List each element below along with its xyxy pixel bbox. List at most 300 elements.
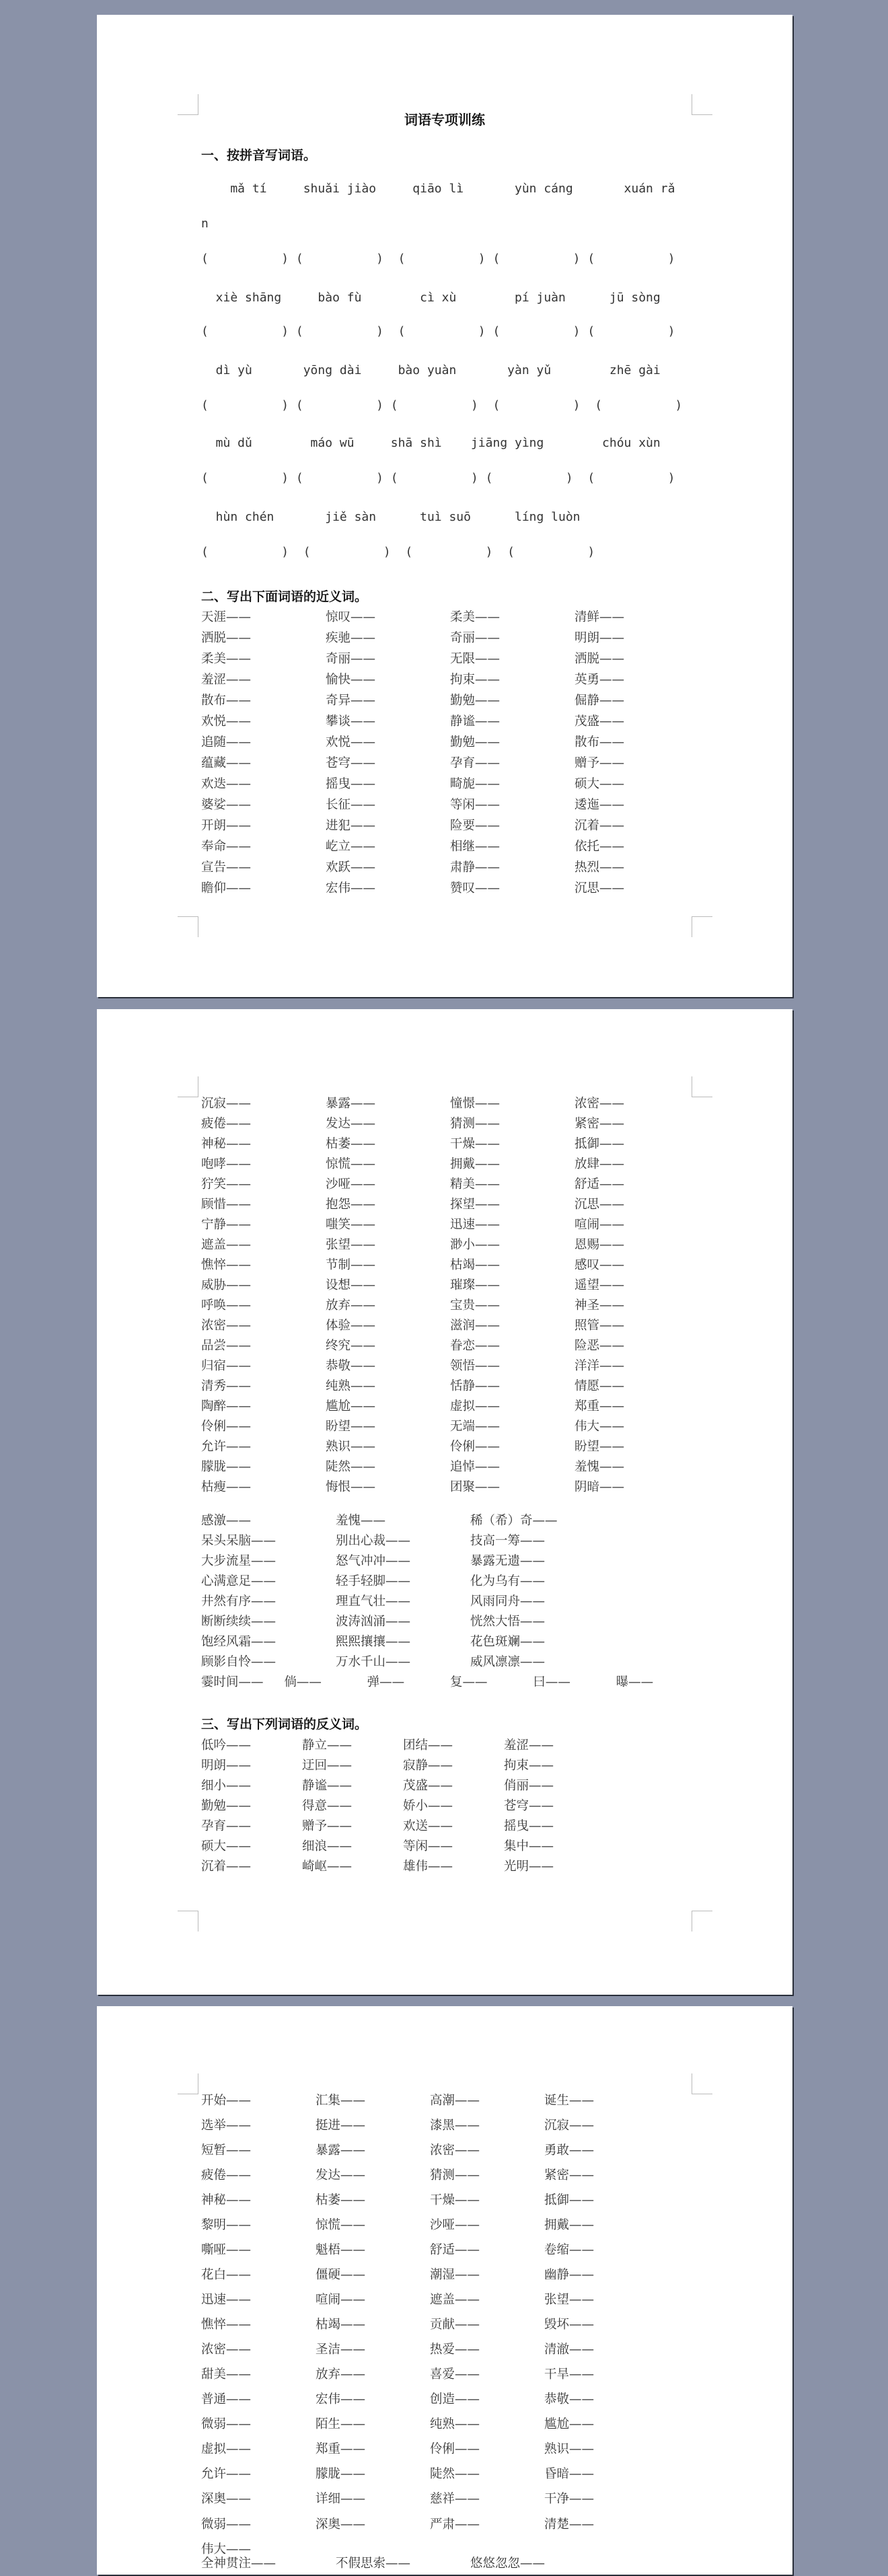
word-item: 清鲜—— — [575, 610, 625, 624]
word-item: 张望—— — [544, 2293, 595, 2307]
word-item: 孕育—— — [450, 756, 501, 770]
word-item: 羞愧—— — [336, 1514, 386, 1528]
word-item: 发达—— — [326, 1117, 376, 1131]
word-item: 无限—— — [450, 652, 501, 666]
word-item: 奇丽—— — [450, 631, 501, 645]
word-item: 柔美—— — [201, 652, 252, 666]
word-item: 赞叹—— — [450, 881, 501, 895]
word-item: 疲倦—— — [201, 2168, 252, 2182]
word-item: 明朗—— — [575, 631, 625, 645]
word-item: 暴露—— — [316, 2143, 366, 2158]
word-item: 顾惜—— — [201, 1198, 252, 1212]
word-item: 幽静—— — [544, 2268, 595, 2282]
word-item: 弹—— — [367, 1675, 405, 1689]
word-item: 发达—— — [316, 2168, 366, 2182]
word-item: 苍穹—— — [504, 1799, 554, 1813]
word-item: 照管—— — [575, 1319, 625, 1333]
word-item: 俏丽—— — [504, 1779, 554, 1793]
word-item: 遮盖—— — [430, 2293, 480, 2307]
word-item: 伶俐—— — [201, 1420, 252, 1434]
word-item: 拘束—— — [450, 673, 501, 687]
word-item: 奇异—— — [326, 694, 376, 708]
word-item: 清秀—— — [201, 1379, 252, 1393]
word-item: 干净—— — [544, 2492, 595, 2506]
word-item: 惊慌—— — [316, 2218, 366, 2232]
word-item: 喧闹—— — [316, 2293, 366, 2307]
word-item: 遮盖—— — [201, 1238, 252, 1252]
word-item: 摇曳—— — [504, 1819, 554, 1833]
word-item: 等闲—— — [450, 798, 501, 812]
word-item: 曰—— — [533, 1675, 570, 1689]
word-item: 干旱—— — [544, 2367, 595, 2382]
word-item: 枯竭—— — [316, 2318, 366, 2332]
crop-mark — [692, 2073, 712, 2094]
word-item: 细浪—— — [302, 1839, 353, 1853]
word-item: 迅速—— — [201, 2293, 252, 2307]
word-item: 娇小—— — [403, 1799, 453, 1813]
word-item: 挺进—— — [316, 2119, 366, 2133]
word-item: 朦胧—— — [201, 1460, 252, 1474]
word-item: 陶醉—— — [201, 1399, 252, 1413]
word-item: 允许—— — [201, 2467, 252, 2481]
section-heading-2: 二、写出下面词语的近义词。 — [201, 589, 368, 604]
word-item: 节制—— — [326, 1258, 376, 1272]
word-item: 微弱—— — [201, 2417, 252, 2431]
word-item: 纯熟—— — [326, 1379, 376, 1393]
word-item: 呆头呆脑—— — [201, 1534, 276, 1548]
word-item: 勤勉—— — [450, 694, 501, 708]
word-item: 怒气冲冲—— — [336, 1554, 411, 1568]
word-item: 柔美—— — [450, 610, 501, 624]
word-item: 欢悦—— — [326, 735, 376, 749]
word-item: 疲倦—— — [201, 1117, 252, 1131]
word-item: 花白—— — [201, 2268, 252, 2282]
word-item: 险恶—— — [575, 1339, 625, 1353]
word-item: 恍然大悟—— — [470, 1615, 546, 1629]
word-item: 沉思—— — [575, 1198, 625, 1212]
word-item: 奉命—— — [201, 840, 252, 854]
word-item: 攀谈—— — [326, 714, 376, 729]
word-item: 虚拟—— — [201, 2442, 252, 2456]
word-item: 狞笑—— — [201, 1177, 252, 1191]
document-page-2 — [97, 1009, 792, 1995]
word-item: 恬静—— — [450, 1379, 501, 1393]
word-item: 逶迤—— — [575, 798, 625, 812]
word-item: 郑重—— — [316, 2442, 366, 2456]
word-item: 婆娑—— — [201, 798, 252, 812]
word-item: 陡然—— — [430, 2467, 480, 2481]
word-item: 倔静—— — [575, 694, 625, 708]
word-item: 紧密—— — [544, 2168, 595, 2182]
antonym-word-grid — [201, 1736, 605, 1877]
word-item: 创造—— — [430, 2392, 480, 2406]
word-item: 普通—— — [201, 2392, 252, 2406]
word-item: 沙哑—— — [430, 2218, 480, 2232]
word-item: 朦胧—— — [316, 2467, 366, 2481]
word-item: 等闲—— — [403, 1839, 453, 1853]
word-item: 滋润—— — [450, 1319, 501, 1333]
word-item: 开始—— — [201, 2094, 252, 2108]
word-item: 赠予—— — [575, 756, 625, 770]
word-item: 悠悠忽忽—— — [470, 2556, 546, 2571]
word-item: 相继—— — [450, 840, 501, 854]
word-item: 清澈—— — [544, 2343, 595, 2357]
word-item: 抵御—— — [544, 2193, 595, 2207]
word-item: 尴尬—— — [326, 1399, 376, 1413]
word-item: 卷缩—— — [544, 2243, 595, 2257]
word-item: 断断续续—— — [201, 1615, 276, 1629]
word-item: 探望—— — [450, 1198, 501, 1212]
word-item: 伟大—— — [201, 2542, 252, 2556]
word-item: 放弃—— — [326, 1298, 376, 1313]
word-item: 无端—— — [450, 1420, 501, 1434]
word-item: 汇集—— — [316, 2094, 366, 2108]
pinyin-line: xiè shāng bào fù cì xù pí juàn jū sòng — [201, 291, 661, 305]
word-item: 寂静—— — [403, 1759, 453, 1773]
word-item: 浓密—— — [430, 2143, 480, 2158]
word-item: 张望—— — [326, 1238, 376, 1252]
word-item: 猜测—— — [430, 2168, 480, 2182]
antonym-word-grid — [201, 2088, 659, 2511]
word-item: 放弃—— — [316, 2367, 366, 2382]
word-item: 严肃—— — [430, 2517, 480, 2532]
word-item: 慈祥—— — [430, 2492, 480, 2506]
word-item: 毁坏—— — [544, 2318, 595, 2332]
antonym-word-row — [201, 2512, 659, 2537]
word-item: 硕大—— — [201, 1839, 252, 1853]
word-item: 微弱—— — [201, 2517, 252, 2532]
word-item: 全神贯注—— — [201, 2556, 276, 2571]
crop-mark — [692, 1911, 712, 1931]
word-item: 风雨同舟—— — [470, 1594, 546, 1609]
word-item: 允许—— — [201, 1440, 252, 1454]
word-item: 化为乌有—— — [470, 1574, 546, 1588]
word-item: 感叹—— — [575, 1258, 625, 1272]
word-item: 天涯—— — [201, 610, 252, 624]
word-item: 潮湿—— — [430, 2268, 480, 2282]
word-item: 渺小—— — [450, 1238, 501, 1252]
word-item: 僵硬—— — [316, 2268, 366, 2282]
word-item: 陡然—— — [326, 1460, 376, 1474]
word-item: 羞涩—— — [201, 673, 252, 687]
word-item: 团结—— — [403, 1738, 453, 1753]
word-item: 放肆—— — [575, 1157, 625, 1171]
word-item: 短暂—— — [201, 2143, 252, 2158]
word-item: 紧密—— — [575, 1117, 625, 1131]
word-item: 理直气壮—— — [336, 1594, 411, 1609]
word-item: 宝贵—— — [450, 1298, 501, 1313]
word-item: 欢悦—— — [201, 714, 252, 729]
word-item: 赠予—— — [302, 1819, 353, 1833]
word-item: 甜美—— — [201, 2367, 252, 2382]
word-item: 崎岖—— — [302, 1860, 353, 1874]
word-item: 喧闹—— — [575, 1218, 625, 1232]
word-item: 畸旎—— — [450, 777, 501, 791]
word-item: 不假思索—— — [336, 2556, 411, 2571]
word-item: 静谧—— — [450, 714, 501, 729]
word-item: 深奥—— — [316, 2517, 366, 2532]
word-item: 虚拟—— — [450, 1399, 501, 1413]
word-item: 险要—— — [450, 819, 501, 833]
word-item: 漆黑—— — [430, 2119, 480, 2133]
word-item: 开朗—— — [201, 819, 252, 833]
word-item: 倘—— — [284, 1675, 322, 1689]
word-item: 昏暗—— — [544, 2467, 595, 2481]
section-heading-1: 一、按拼音写词语。 — [201, 148, 317, 163]
word-item: 雄伟—— — [403, 1860, 453, 1874]
word-item: 愉快—— — [326, 673, 376, 687]
word-item: 顾影自怜—— — [201, 1655, 276, 1669]
word-item: 枯萎—— — [326, 1137, 376, 1151]
crop-mark — [178, 1076, 198, 1097]
word-item: 静谧—— — [302, 1779, 353, 1793]
answer-blanks: ( ) ( ) ( ) ( ) ( ) — [201, 398, 683, 412]
word-item: 静立—— — [302, 1738, 353, 1753]
word-item: 熟识—— — [544, 2442, 595, 2456]
word-item: 干燥—— — [430, 2193, 480, 2207]
word-item: 详细—— — [316, 2492, 366, 2506]
word-item: 浓密—— — [201, 2343, 252, 2357]
word-item: 咆哮—— — [201, 1157, 252, 1171]
word-item: 摇曳—— — [326, 777, 376, 791]
word-item: 猜测—— — [450, 1117, 501, 1131]
word-item: 迂回—— — [302, 1759, 353, 1773]
word-item: 枯竭—— — [450, 1258, 501, 1272]
answer-blanks: ( ) ( ) ( ) ( ) ( ) — [201, 252, 675, 266]
word-item: 阴暗—— — [575, 1480, 625, 1494]
word-item: 威风凛凛—— — [470, 1655, 546, 1669]
word-item: 追随—— — [201, 735, 252, 749]
word-item: 陌生—— — [316, 2417, 366, 2431]
word-item: 恭敬—— — [544, 2392, 595, 2406]
word-item: 呼唤—— — [201, 1298, 252, 1313]
crop-mark — [178, 1911, 198, 1931]
word-item: 饱经风霜—— — [201, 1635, 276, 1649]
word-item: 沉着—— — [201, 1860, 252, 1874]
word-item: 品尝—— — [201, 1339, 252, 1353]
word-item: 盼望—— — [575, 1440, 625, 1454]
word-item: 明朗—— — [201, 1759, 252, 1773]
word-item: 依托—— — [575, 840, 625, 854]
word-item: 憧憬—— — [450, 1097, 501, 1111]
word-item: 枯萎—— — [316, 2193, 366, 2207]
word-item: 洋洋—— — [575, 1359, 625, 1373]
word-item: 热烈—— — [575, 860, 625, 875]
word-item: 纯熟—— — [430, 2417, 480, 2431]
page-title: 词语专项训练 — [404, 112, 485, 128]
pinyin-line: hùn chén jiě sàn tuì suō líng luòn — [201, 510, 581, 524]
word-item: 浓密—— — [201, 1319, 252, 1333]
word-item: 浓密—— — [575, 1097, 625, 1111]
word-item: 沉着—— — [575, 819, 625, 833]
word-item: 憔悴—— — [201, 1258, 252, 1272]
word-item: 郑重—— — [575, 1399, 625, 1413]
word-item: 散布—— — [575, 735, 625, 749]
word-item: 舒适—— — [430, 2243, 480, 2257]
word-item: 稀（希）奇—— — [470, 1514, 558, 1528]
word-item: 恭敬—— — [326, 1359, 376, 1373]
word-item: 低吟—— — [201, 1738, 252, 1753]
pinyin-line: mù dǔ máo wū shā shì jiāng yìng chóu xùn — [201, 436, 661, 450]
word-item: 熟识—— — [326, 1440, 376, 1454]
crop-mark — [692, 916, 712, 937]
word-item: 尴尬—— — [544, 2417, 595, 2431]
word-item: 暴露—— — [326, 1097, 376, 1111]
word-item: 威胁—— — [201, 1278, 252, 1292]
word-item: 枯瘦—— — [201, 1480, 252, 1494]
word-item: 黎明—— — [201, 2218, 252, 2232]
word-item: 眷恋—— — [450, 1339, 501, 1353]
word-item: 遥望—— — [575, 1278, 625, 1292]
word-item: 拘束—— — [504, 1759, 554, 1773]
word-item: 嗤笑—— — [326, 1218, 376, 1232]
word-item: 轻手轻脚—— — [336, 1574, 411, 1588]
word-item: 魁梧—— — [316, 2243, 366, 2257]
word-item: 花色斑斓—— — [470, 1635, 546, 1649]
word-item: 追悼—— — [450, 1460, 501, 1474]
word-item: 勤勉—— — [201, 1799, 252, 1813]
word-item: 宏伟—— — [326, 881, 376, 895]
word-item: 精美—— — [450, 1177, 501, 1191]
word-item: 光明—— — [504, 1860, 554, 1874]
word-item: 羞涩—— — [504, 1738, 554, 1753]
word-item: 瞻仰—— — [201, 881, 252, 895]
word-item: 波涛汹涌—— — [336, 1615, 411, 1629]
word-item: 勇敢—— — [544, 2143, 595, 2158]
word-item: 清楚—— — [544, 2517, 595, 2532]
word-item: 蕴藏—— — [201, 756, 252, 770]
word-item: 神圣—— — [575, 1298, 625, 1313]
word-item: 惊慌—— — [326, 1157, 376, 1171]
word-item: 终究—— — [326, 1339, 376, 1353]
word-item: 羞愧—— — [575, 1460, 625, 1474]
word-item: 归宿—— — [201, 1359, 252, 1373]
word-item: 惊叹—— — [326, 610, 376, 624]
word-item: 盼望—— — [326, 1420, 376, 1434]
word-item: 伶俐—— — [450, 1440, 501, 1454]
word-item: 欢迭—— — [201, 777, 252, 791]
word-item: 井然有序—— — [201, 1594, 276, 1609]
word-item: 进犯—— — [326, 819, 376, 833]
word-item: 沉寂—— — [544, 2119, 595, 2133]
synonym-word-grid — [201, 607, 699, 899]
answer-blanks: ( ) ( ) ( ) ( ) — [201, 545, 595, 559]
word-item: 情愿—— — [575, 1379, 625, 1393]
word-item: 干燥—— — [450, 1137, 501, 1151]
word-item: 复—— — [450, 1675, 488, 1689]
word-item: 拥戴—— — [544, 2218, 595, 2232]
word-item: 别出心裁—— — [336, 1534, 411, 1548]
word-item: 屹立—— — [326, 840, 376, 854]
word-item: 暴露无遗—— — [470, 1554, 546, 1568]
document-page-1 — [97, 15, 792, 997]
crop-mark — [178, 916, 198, 937]
word-item: 伶俐—— — [430, 2442, 480, 2456]
word-item: 憔悴—— — [201, 2318, 252, 2332]
word-item: 肃静—— — [450, 860, 501, 875]
idiom-grid — [201, 1511, 605, 1672]
word-item: 热爱—— — [430, 2343, 480, 2357]
word-item: 神秘—— — [201, 2193, 252, 2207]
word-item: 欢跃—— — [326, 860, 376, 875]
word-item: 奇丽—— — [326, 652, 376, 666]
word-item: 霎时间—— — [201, 1675, 264, 1689]
word-item: 迅速—— — [450, 1218, 501, 1232]
word-item: 洒脱—— — [575, 652, 625, 666]
word-item: 诞生—— — [544, 2094, 595, 2108]
word-item: 宁静—— — [201, 1218, 252, 1232]
answer-blanks: ( ) ( ) ( ) ( ) ( ) — [201, 324, 675, 338]
word-item: 孕育—— — [201, 1819, 252, 1833]
word-item: 熙熙攘攘—— — [336, 1635, 411, 1649]
word-item: 长征—— — [326, 798, 376, 812]
word-item: 嘶哑—— — [201, 2243, 252, 2257]
word-item: 深奥—— — [201, 2492, 252, 2506]
word-item: 细小—— — [201, 1779, 252, 1793]
word-item: 抱怨—— — [326, 1198, 376, 1212]
word-item: 沙哑—— — [326, 1177, 376, 1191]
word-item: 万水千山—— — [336, 1655, 411, 1669]
word-item: 选举—— — [201, 2119, 252, 2133]
word-item: 得意—— — [302, 1799, 353, 1813]
word-item: 疾驰—— — [326, 631, 376, 645]
word-item: 高潮—— — [430, 2094, 480, 2108]
word-item: 悔恨—— — [326, 1480, 376, 1494]
word-item: 宣告—— — [201, 860, 252, 875]
document-page-3 — [97, 2006, 792, 2575]
word-item: 勤勉—— — [450, 735, 501, 749]
word-item: 技高一筹—— — [470, 1534, 546, 1548]
answer-blanks: ( ) ( ) ( ) ( ) ( ) — [201, 471, 675, 485]
word-item: 圣洁—— — [316, 2343, 366, 2357]
word-item: 贡献—— — [430, 2318, 480, 2332]
word-item: 抵御—— — [575, 1137, 625, 1151]
word-item: 硕大—— — [575, 777, 625, 791]
word-item: 舒适—— — [575, 1177, 625, 1191]
word-item: 沉思—— — [575, 881, 625, 895]
pinyin-line: mǎ tí shuǎi jiào qiāo lì yùn cáng xuán rǎ — [201, 182, 675, 196]
section-heading-3: 三、写出下列词语的反义词。 — [201, 1717, 368, 1732]
pinyin-line: n — [201, 217, 209, 231]
word-item: 感激—— — [201, 1514, 252, 1528]
pinyin-line: dì yù yōng dài bào yuàn yàn yǔ zhē gài — [201, 363, 661, 377]
word-item: 宏伟—— — [316, 2392, 366, 2406]
word-item: 喜爱—— — [430, 2367, 480, 2382]
word-item: 团聚—— — [450, 1480, 501, 1494]
word-row — [201, 1672, 699, 1693]
word-item: 曝—— — [616, 1675, 654, 1689]
word-item: 心满意足—— — [201, 1574, 276, 1588]
word-item: 茂盛—— — [575, 714, 625, 729]
word-item: 领悟—— — [450, 1359, 501, 1373]
word-item: 恩赐—— — [575, 1238, 625, 1252]
word-item: 璀璨—— — [450, 1278, 501, 1292]
word-item: 洒脱—— — [201, 631, 252, 645]
word-item: 欢送—— — [403, 1819, 453, 1833]
synonym-word-grid — [201, 1094, 699, 1498]
word-item: 沉寂—— — [201, 1097, 252, 1111]
word-item: 拥戴—— — [450, 1157, 501, 1171]
word-item: 苍穹—— — [326, 756, 376, 770]
word-item: 大步流星—— — [201, 1554, 276, 1568]
word-item: 茂盛—— — [403, 1779, 453, 1793]
word-item: 集中—— — [504, 1839, 554, 1853]
word-item: 伟大—— — [575, 1420, 625, 1434]
word-item: 神秘—— — [201, 1137, 252, 1151]
word-item: 散布—— — [201, 694, 252, 708]
idiom-row — [201, 2551, 605, 2576]
word-item: 设想—— — [326, 1278, 376, 1292]
